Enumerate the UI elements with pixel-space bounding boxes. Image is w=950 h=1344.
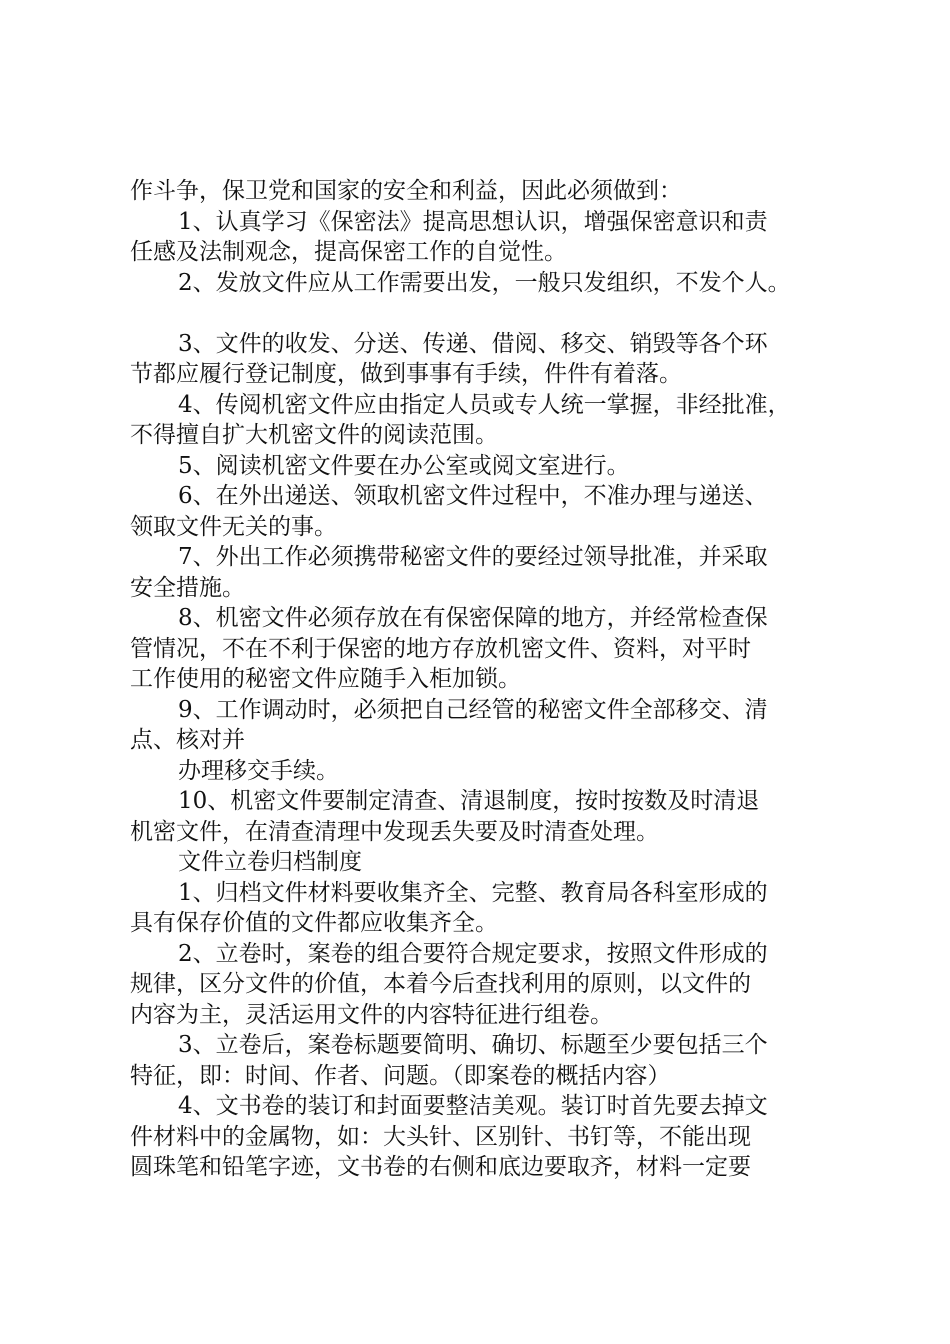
text-line: 3、文件的收发、分送、传递、借阅、移交、销毁等各个环 [178,330,768,357]
text-line: 节都应履行登记制度，做到事事有手续，件件有着落。 [130,361,682,387]
text-line: 9、工作调动时，必须把自己经管的秘密文件全部移交、清 [178,696,768,723]
text-line: 规律，区分文件的价值，本着今后查找利用的原则，以文件的 [130,971,751,997]
text-line: 件材料中的金属物，如：大头针、区别针、书钉等，不能出现 [130,1123,751,1150]
text-line: 任感及法制观念，提高保密工作的自觉性。 [130,239,567,265]
text-line: 作斗争，保卫党和国家的安全和利益，因此必须做到： [130,178,682,204]
text-line: 6、在外出递送、领取机密文件过程中，不准办理与递送、 [178,483,768,509]
text-line: 5、阅读机密文件要在办公室或阅文室进行。 [178,452,630,479]
text-line: 8、机密文件必须存放在有保密保障的地方，并经常检查保 [178,605,768,631]
text-line: 4、文书卷的装订和封面要整洁美观。装订时首先要去掉文 [178,1093,768,1119]
text-line: 1、归档文件材料要收集齐全、完整、教育局各科室形成的 [178,879,768,906]
text-line: 2、发放文件应从工作需要出发，一般只发组织，不发个人。 [178,269,791,296]
text-line: 1、认真学习《保密法》提高思想认识，增强保密意识和责 [178,208,768,235]
text-line: 具有保存价值的文件都应收集齐全。 [130,910,498,936]
text-line: 不得擅自扩大机密文件的阅读范围。 [130,422,498,448]
text-line: 内容为主，灵活运用文件的内容特征进行组卷。 [130,1001,613,1028]
text-line: 管情况，不在不利于保密的地方存放机密文件、资料，对平时 [130,635,751,662]
text-line: 安全措施。 [130,574,245,601]
text-line: 点、核对并 [130,727,245,753]
text-line: 领取文件无关的事。 [130,513,337,540]
blank-line [130,298,850,329]
text-line: 圆珠笔和铅笔字迹，文书卷的右侧和底边要取齐，材料一定要 [130,1154,751,1180]
text-line: 4、传阅机密文件应由指定人员或专人统一掌握，非经批准， [178,391,791,418]
text-line: 机密文件，在清查清理中发现丢失要及时清查处理。 [130,818,659,845]
text-line: 7、外出工作必须携带秘密文件的要经过领导批准，并采取 [178,544,768,570]
text-line: 2、立卷时，案卷的组合要符合规定要求，按照文件形成的 [178,940,768,967]
text-line: 办理移交手续。 [178,757,339,784]
text-line: 3、立卷后，案卷标题要简明、确切、标题至少要包括三个 [178,1032,768,1058]
document-body [130,176,850,1183]
text-line: 工作使用的秘密文件应随手入柜加锁。 [130,666,521,692]
section-heading: 文件立卷归档制度 [178,849,362,875]
text-line: 特征，即：时间、作者、问题。（即案卷的概括内容） [130,1062,671,1089]
text-line: 10、机密文件要制定清查、清退制度，按时按数及时清退 [178,788,760,814]
